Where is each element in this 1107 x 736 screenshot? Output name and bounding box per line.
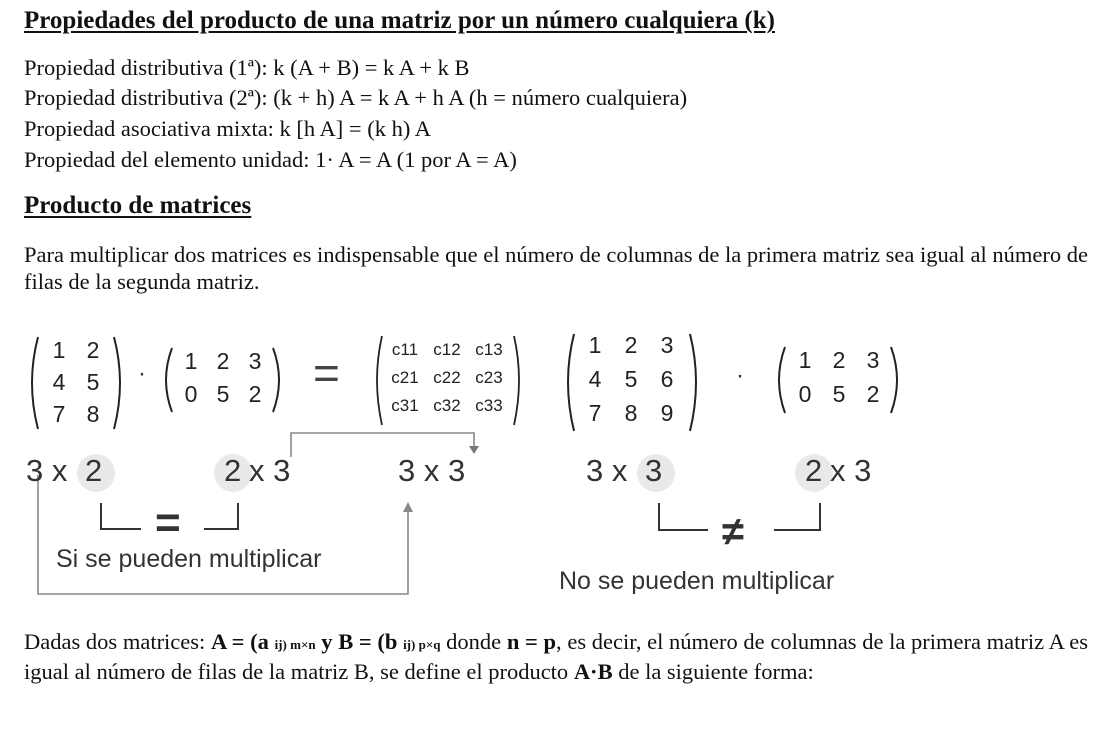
multiply-dot: · [138, 360, 146, 387]
multiply-dot: · [736, 362, 744, 389]
condition-n-equals-p: n = p [506, 629, 557, 654]
matrix-cell: c12 [433, 340, 461, 359]
equal-sign-dims: = [155, 498, 181, 547]
matrix-a-left [26, 333, 126, 433]
dim-b-cols: x 3 [249, 453, 291, 488]
matrix-cell: 0 [798, 381, 812, 407]
matrix-cell: 2 [624, 332, 638, 358]
matrix-b-right [773, 344, 903, 416]
section-title-properties: Propiedades del producto de una matriz por un número cualquiera (k) [24, 7, 775, 34]
matrix-cell: c11 [391, 340, 419, 359]
matrix-cell: 5 [832, 381, 846, 407]
matrix-cell: 4 [52, 369, 66, 395]
section-title-product: Producto de matrices [24, 192, 252, 219]
matrix-cell: 2 [866, 381, 880, 407]
matrix-cell: 2 [86, 337, 100, 363]
matrix-cell: 9 [660, 400, 674, 426]
property-line-4: Propiedad del elemento unidad: 1· A = A (1 por A = A) [24, 147, 517, 172]
matrix-cell: 1 [798, 347, 812, 373]
matrix-cell: c13 [475, 340, 503, 359]
definition-text: , es decir, el número de columnas de la primera matriz A es igual al número de filas de la matriz B, se define el producto [24, 629, 1089, 684]
matrix-cell: 7 [588, 400, 602, 426]
definition-text: de la siguiente forma: [612, 659, 814, 684]
dim-a-rows: 3 x [586, 453, 628, 488]
product-ab: A·B [573, 659, 613, 684]
property-line-1: Propiedad distributiva (1ª): k (A + B) = k A + k B [24, 55, 470, 80]
matrix-cell: 7 [52, 401, 66, 427]
matrix-cell: 1 [588, 332, 602, 358]
matrix-cell: c31 [391, 396, 419, 415]
property-line-3: Propiedad asociativa mixta: k [h A] = (k h) A [24, 116, 431, 141]
matrix-cell: 1 [184, 348, 198, 374]
property-line-2: Propiedad distributiva (2ª): (k + h) A = k A + h A (h = número cualquiera) [24, 85, 688, 110]
matrix-cell: 5 [86, 369, 100, 395]
matrix-a-subscript: ij) m×n [274, 637, 316, 652]
matrix-c-result [372, 333, 524, 428]
definition-paragraph [24, 628, 1088, 685]
matrix-cell: 0 [184, 381, 198, 407]
dim-a-cols: 3 [645, 453, 663, 488]
not-equal-sign: ≠ [722, 510, 744, 554]
matrix-a-right [562, 330, 702, 435]
matrix-cell: 5 [216, 381, 230, 407]
matrix-b-left [160, 345, 285, 415]
dim-a-cols: 2 [85, 453, 103, 488]
dim-b-rows: 2 [224, 453, 242, 488]
matrix-cell: 2 [248, 381, 262, 407]
matrix-cell: 5 [624, 366, 638, 392]
equals-sign: = [313, 347, 340, 399]
caption-cannot-multiply: No se pueden multiplicar [559, 567, 835, 595]
dim-b-rows: 2 [805, 453, 823, 488]
matrix-a-definition: A = (a [210, 629, 275, 654]
matrix-cell: 8 [624, 400, 638, 426]
matrix-cell: 8 [86, 401, 100, 427]
dim-b-cols: x 3 [830, 453, 872, 488]
matrix-cell: 4 [588, 366, 602, 392]
matrix-cell: 6 [660, 366, 674, 392]
matrix-cell: c23 [475, 368, 503, 387]
matrix-cell: c21 [391, 368, 419, 387]
matrix-cell: c22 [433, 368, 461, 387]
matrix-cell: 3 [866, 347, 880, 373]
matrix-cell: 3 [660, 332, 674, 358]
matrix-b-definition: B = (b [338, 629, 404, 654]
conjunction: y [315, 629, 339, 654]
matrix-cell: c32 [433, 396, 461, 415]
definition-text: donde [440, 629, 507, 654]
intro-paragraph: Para multiplicar dos matrices es indispensable que el número de columnas de la primera matriz sea igual al número de filas de la segunda matriz. [24, 242, 1089, 294]
matrix-cell: c33 [475, 396, 503, 415]
dim-result: 3 x 3 [398, 453, 466, 488]
matrix-diagram [0, 320, 1107, 610]
caption-can-multiply: Si se pueden multiplicar [56, 545, 322, 573]
matrix-b-subscript: ij) p×q [403, 637, 441, 652]
matrix-cell: 2 [832, 347, 846, 373]
matrix-cell: 1 [52, 337, 66, 363]
matrix-cell: 3 [248, 348, 262, 374]
dim-a-rows: 3 x [26, 453, 68, 488]
definition-text: Dadas dos matrices: [24, 629, 211, 654]
matrix-cell: 2 [216, 348, 230, 374]
